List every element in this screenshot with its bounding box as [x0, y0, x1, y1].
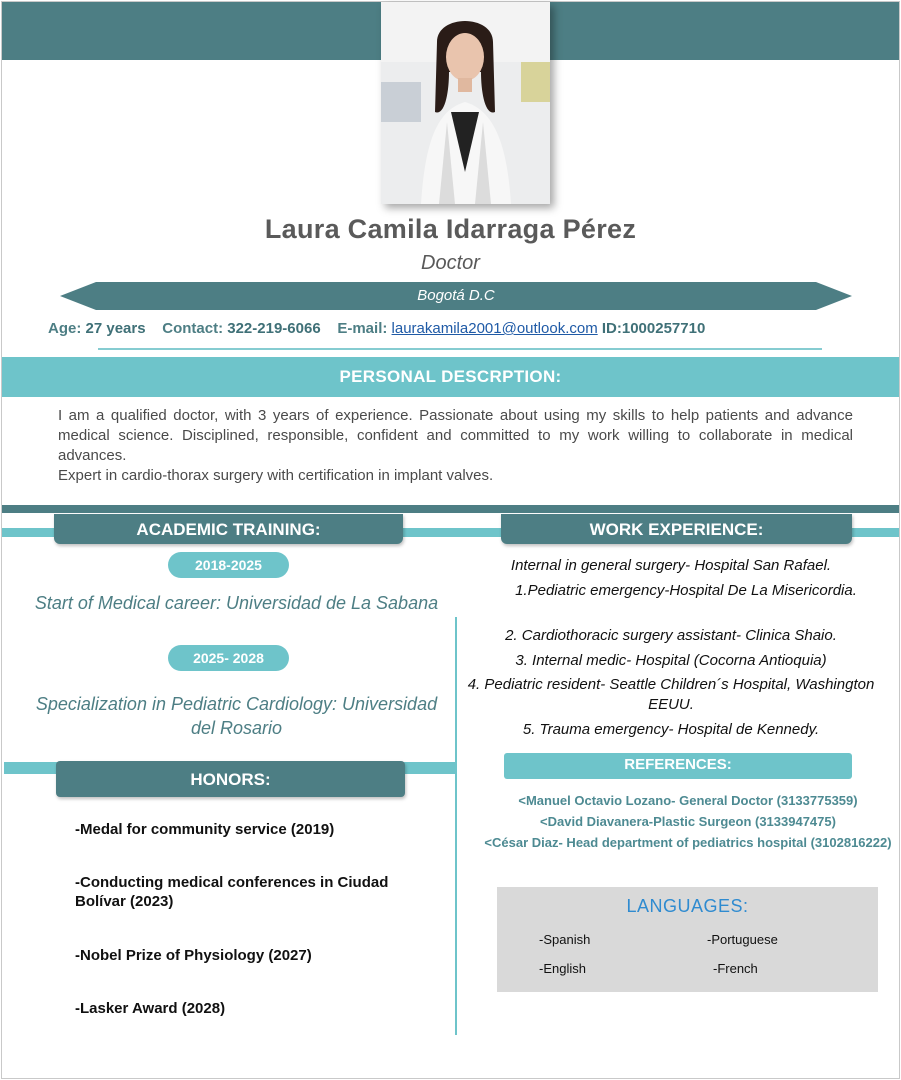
candidate-name: Laura Camila Idarraga Pérez [264, 214, 637, 244]
description-paragraph: I am a qualified doctor, with 3 years of experience. Passionate about using my skills to help patients and advance medical science. Disciplined, responsible, confident and committed to my work willing to collaborate in medical advances. [58, 407, 853, 464]
languages-box [497, 887, 878, 992]
id-number: ID:1000257710 [601, 320, 706, 337]
honors-heading: HONORS: [56, 761, 405, 797]
work-item: 3. Internal medic- Hospital (Cocorna Antioquia) [515, 652, 827, 669]
language-item: -English [539, 961, 586, 976]
work-item: 2. Cardiothoracic surgery assistant- Clinica Shaio. [505, 627, 837, 644]
city-text: Bogotá D.C [417, 287, 495, 304]
personal-description-heading: PERSONAL DESCRPTION: [2, 357, 899, 397]
description-paragraph: Expert in cardio-thorax surgery with certification in implant valves. [58, 467, 494, 484]
language-item: -Spanish [539, 932, 591, 947]
language-item: -French [713, 961, 758, 976]
work-experience-heading: WORK EXPERIENCE: [501, 514, 852, 544]
honor-item: -Nobel Prize of Physiology (2027) [75, 947, 312, 964]
reference-item: <Manuel Octavio Lozano- General Doctor (3133775359) [518, 793, 858, 808]
references-heading: REFERENCES: [504, 753, 852, 779]
contact-label: Contact: [162, 320, 224, 337]
work-item: Internal in general surgery- Hospital San Rafael. [510, 557, 832, 574]
honor-item: -Medal for community service (2019) [75, 821, 335, 838]
reference-item: <David Diavanera-Plastic Surgeon (3133947475) [540, 814, 836, 829]
profile-photo [381, 2, 550, 204]
academic-training-heading: ACADEMIC TRAINING: [54, 514, 403, 544]
age-value: 27 years [85, 320, 146, 337]
email-label: E-mail: [337, 320, 388, 337]
info-divider [98, 348, 822, 350]
honor-item: -Lasker Award (2028) [75, 1000, 226, 1017]
academic-entry: Start of Medical career: Universidad de La Sabana [34, 593, 439, 613]
contact-value: 322-219-6066 [227, 320, 321, 337]
work-item: 5. Trauma emergency- Hospital de Kennedy. [522, 721, 820, 738]
age-label: Age: [48, 320, 82, 337]
work-item: 1.Pediatric emergency-Hospital De La Misericordia. [515, 582, 857, 599]
academic-years-badge: 2018-2025 [168, 552, 289, 578]
email-link[interactable]: laurakamila2001@outlook.com [391, 320, 598, 337]
honor-item: -Conducting medical conferences in Ciudad Bolívar (2023) [75, 874, 389, 910]
city-banner [60, 282, 852, 310]
reference-item: <César Diaz- Head department of pediatrics hospital (3102816222) [484, 835, 892, 850]
contact-info-line [48, 320, 888, 337]
candidate-role: Doctor [421, 252, 480, 274]
languages-heading: LANGUAGES: [626, 896, 749, 916]
section-divider-dark [2, 505, 899, 513]
personal-description [58, 406, 853, 486]
work-item: 4. Pediatric resident- Seattle Children´s Hospital, Washington EEUU. [467, 676, 875, 713]
academic-years-badge: 2025- 2028 [168, 645, 289, 671]
language-item: -Portuguese [707, 932, 778, 947]
academic-entry: Specialization in Pediatric Cardiology: Universidad del Rosario [35, 694, 438, 738]
